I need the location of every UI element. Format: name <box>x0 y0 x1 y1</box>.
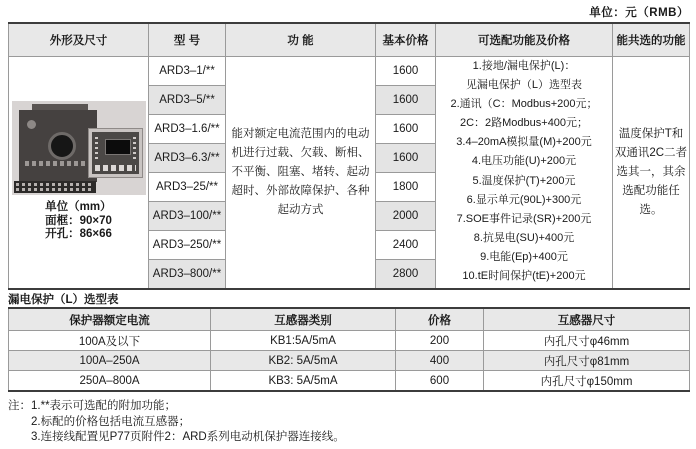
model-cell: ARD3–800/** <box>149 260 226 290</box>
rated-current-cell: 100A及以下 <box>9 331 211 351</box>
option-line: 4.电压功能(U)+200元 <box>471 155 577 168</box>
ct-type-cell: KB3: 5A/5mA <box>211 371 396 392</box>
col-header-base-price: 基本价格 <box>376 23 436 57</box>
table-header-row <box>9 23 690 57</box>
appearance-cell <box>9 57 149 290</box>
col-header-appearance: 外形及尺寸 <box>9 23 149 57</box>
col-header-ct-size: 互感器尺寸 <box>484 308 690 331</box>
price-cell: 1600 <box>376 144 436 173</box>
note-prefix: 注： <box>8 400 31 412</box>
product-photo <box>12 101 146 195</box>
price-cell: 2400 <box>376 231 436 260</box>
price-cell: 2000 <box>376 202 436 231</box>
model-cell: ARD3–1/** <box>149 57 226 86</box>
dims-unit: 单位（mm） <box>45 201 112 213</box>
col-header-options: 可选配功能及价格 <box>436 23 613 57</box>
device-label-strip <box>25 161 89 166</box>
table-header-row <box>9 308 690 331</box>
option-line: 6.显示单元(90L)+300元 <box>466 193 582 206</box>
combinable-note: 温度保护T和双通讯2C二者选其一，其余选配功能任选。 <box>613 57 690 290</box>
price-cell: 400 <box>396 351 484 371</box>
option-line: 9.电能(Ep)+400元 <box>480 250 568 263</box>
ct-size-cell: 内孔尺寸φ150mm <box>484 371 690 392</box>
leakage-selection-table <box>8 307 690 392</box>
col-header-rated-current: 保护器额定电流 <box>9 308 211 331</box>
seal-knob <box>27 120 36 129</box>
display-unit-face <box>92 132 139 174</box>
note-text: 1.**表示可选配的附加功能； <box>31 400 177 412</box>
model-cell: ARD3–5/** <box>149 86 226 115</box>
function-description: 能对额定电流范围内的电动机进行过载、欠载、断相、不平衡、阻塞、堵转、起动超时、外部故障保护、各种起动方式 <box>226 57 376 290</box>
price-cell: 1800 <box>376 173 436 202</box>
led-column-right <box>133 137 136 159</box>
footnotes <box>8 399 345 446</box>
option-line: 5.温度保护(T)+200元 <box>472 174 576 187</box>
table-row <box>9 351 690 371</box>
currency-unit-note: 单位：元（RMB） <box>589 7 689 19</box>
price-cell: 600 <box>396 371 484 392</box>
option-line: 1.接地/漏电保护(L)： <box>472 60 576 72</box>
display-unit <box>88 128 143 178</box>
terminal-block <box>14 181 96 193</box>
ct-size-cell: 内孔尺寸φ81mm <box>484 351 690 371</box>
col-header-function: 功 能 <box>226 23 376 57</box>
option-line: 7.SOE事件记录(SR)+200元 <box>456 212 592 225</box>
button-row <box>95 165 136 171</box>
col-header-combinable: 能共选的功能 <box>613 23 690 57</box>
price-cell: 1600 <box>376 57 436 86</box>
footnote-line: 3.连接线配置见P77页附件2：ARD系列电动机保护器连接线。 <box>31 431 345 443</box>
option-line: 8.抗晃电(SU)+400元 <box>473 231 575 244</box>
footnote-line: 2.标配的价格包括电流互感器； <box>31 415 191 428</box>
footnote-line <box>8 399 345 415</box>
table-row <box>9 371 690 392</box>
table-row <box>9 331 690 351</box>
round-connector <box>48 132 76 160</box>
table-row <box>9 57 690 86</box>
rated-current-cell: 100A–250A <box>9 351 211 371</box>
option-line: 2.通讯（C：Modbus+200元； <box>450 98 598 111</box>
rated-current-cell: 250A–800A <box>9 371 211 392</box>
ct-type-cell: KB2: 5A/5mA <box>211 351 396 371</box>
price-cell: 1600 <box>376 86 436 115</box>
price-cell: 1600 <box>376 115 436 144</box>
col-header-model: 型 号 <box>149 23 226 57</box>
option-line: 3.4–20mA模拟量(M)+200元 <box>456 136 592 149</box>
price-cell: 200 <box>396 331 484 351</box>
protector-main-unit <box>19 110 97 182</box>
option-line: 2C：2路Modbus+400元； <box>459 117 589 130</box>
leakage-table-title: 漏电保护（L）选型表 <box>8 294 119 306</box>
ct-type-cell: KB1:5A/5mA <box>211 331 396 351</box>
led-column-left <box>95 137 98 159</box>
price-cell: 2800 <box>376 260 436 290</box>
product-price-table <box>8 22 690 290</box>
optional-functions-list <box>436 57 613 290</box>
option-line: 见漏电保护（L）选型表 <box>465 79 583 92</box>
model-cell: ARD3–25/** <box>149 173 226 202</box>
dimension-notes <box>45 201 112 242</box>
model-cell: ARD3–1.6/** <box>149 115 226 144</box>
col-header-ct-type: 互感器类别 <box>211 308 396 331</box>
option-line: 10.tE时间保护(tE)+200元 <box>462 270 586 283</box>
ct-size-cell: 内孔尺寸φ46mm <box>484 331 690 351</box>
model-cell: ARD3–100/** <box>149 202 226 231</box>
model-cell: ARD3–6.3/** <box>149 144 226 173</box>
model-cell: ARD3–250/** <box>149 231 226 260</box>
dims-frame: 面框：90×70 <box>45 214 112 227</box>
lcd-screen <box>105 139 131 155</box>
dims-cutout: 开孔：86×66 <box>45 228 112 240</box>
col-header-price: 价格 <box>396 308 484 331</box>
